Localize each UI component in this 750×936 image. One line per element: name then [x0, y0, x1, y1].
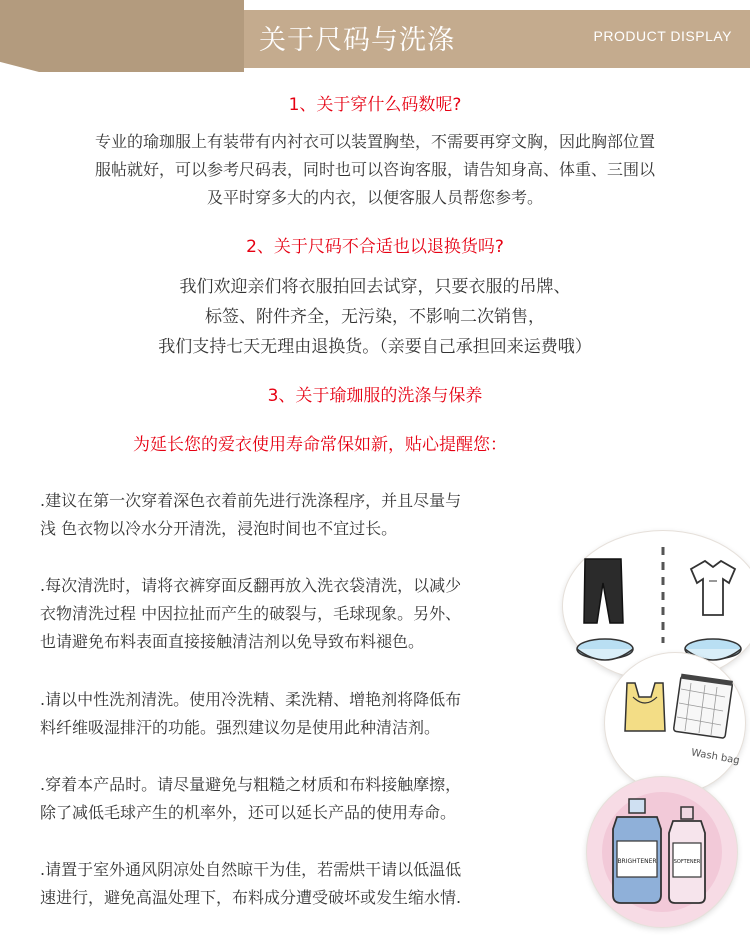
care-line: 也请避免布料表面直接接触清洁剂以免导致布料褪色。	[40, 632, 425, 651]
camisole-icon	[625, 683, 665, 731]
care-line: .请置于室外通风阴凉处自然晾干为佳，若需烘干请以低温低	[40, 860, 462, 879]
care-reminder: 为延长您的爱衣使用寿命常保如新，贴心提醒您：	[133, 435, 507, 455]
care-line: 衣物清洗过程 中因拉扯而产生的破裂与，毛球现象。另外、	[40, 604, 462, 623]
care-line: .请以中性洗剂清洗。使用冷洗精、柔洗精、增艳剂将降低布	[40, 690, 462, 709]
header-tab-shape	[0, 0, 244, 72]
care-tip	[40, 856, 560, 912]
body-line: 我们支持七天无理由退换货。（亲要自己承担回来运费哦）	[158, 337, 592, 357]
light-tshirt-icon	[691, 561, 735, 615]
body-line: 服帖就好，可以参考尺码表，同时也可以咨询客服，请告知身高、体重、三围以	[94, 160, 655, 179]
page-subtitle: PRODUCT DISPLAY	[593, 28, 732, 44]
body-line: 标签、附件齐全，无污染，不影响二次销售，	[205, 307, 545, 327]
care-line: 除了减低毛球产生的机率外，还可以延长产品的使用寿命。	[40, 803, 457, 822]
care-line: .建议在第一次穿着深色衣着前先进行洗涤程序，并且尽量与	[40, 491, 462, 510]
care-tip	[40, 686, 560, 742]
wash-bag-illustration	[604, 652, 746, 794]
detergent-icon	[587, 777, 737, 927]
header-banner	[0, 0, 750, 72]
bottle-label-brightener: BRIGHTENER	[617, 858, 657, 865]
care-tip	[40, 487, 560, 543]
section-body-return	[0, 272, 750, 362]
body-line: 专业的瑜珈服上有装带有内衬衣可以装置胸垫，不需要再穿文胸，因此胸部位置	[94, 132, 655, 151]
softener-bottle-icon	[669, 807, 705, 903]
section-heading-return: 2、关于尺码不合适也以退换货吗?	[246, 237, 504, 257]
page-title: 关于尺码与洗涤	[259, 25, 455, 56]
section-body-size	[0, 128, 750, 212]
detergent-illustration	[586, 776, 738, 928]
body-line: 及平时穿多大的内衣，以便客服人员帮您参考。	[206, 188, 543, 207]
body-line: 我们欢迎亲们将衣服拍回去试穿，只要衣服的吊牌、	[179, 277, 571, 297]
section-heading-care: 3、关于瑜珈服的洗涤与保养	[267, 386, 483, 406]
wash-bag-label: Wash bag	[690, 747, 741, 767]
care-tip	[40, 572, 560, 656]
care-line: .每次清洗时，请将衣裤穿面反翻再放入洗衣袋清洗，以减少	[40, 576, 462, 595]
dark-trousers-icon	[584, 559, 623, 623]
care-line: .穿着本产品时。请尽量避免与粗糙之材质和布料接触摩擦，	[40, 775, 462, 794]
care-tip	[40, 771, 560, 827]
wash-bag-icon	[605, 653, 745, 793]
care-line: 速进行，避免高温处理下，布料成分遭受破坏或发生缩水情.	[40, 888, 462, 907]
care-line: 浅 色衣物以冷水分开清洗，浸泡时间也不宜过长。	[40, 519, 398, 538]
bottle-label-softener: SOFTENER	[673, 859, 701, 865]
section-heading-size: 1、关于穿什么码数呢?	[288, 95, 462, 115]
mesh-bag-icon	[673, 674, 733, 739]
care-line: 料纤维吸湿排汗的功能。强烈建议勿是使用此种清洁剂。	[40, 718, 441, 737]
